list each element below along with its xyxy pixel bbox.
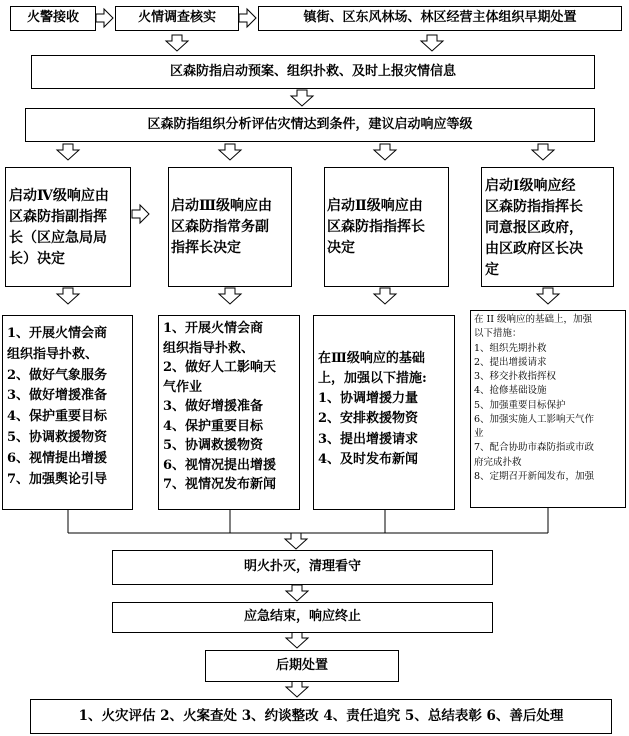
fire-alarm-receive-box bbox=[10, 6, 96, 31]
level-1-box bbox=[481, 167, 614, 287]
down-arrow-icon bbox=[166, 35, 188, 51]
measure-list: 在 II 级响应的基础上，加强 以下措施： 1、组织先期扑救 2、提出增援请求 3、移交扑救指挥权 4、抢修基础设施 5、加强重要目标保护 6、加强实施人工影响天气作 业 7、配合协助市森防指或市政 府完成扑救 8、定期召开新闻发布，加强 bbox=[474, 314, 595, 482]
early-response-box bbox=[258, 6, 622, 31]
down-arrow-icon bbox=[286, 632, 308, 648]
box-label: 镇街、区东风林场、林区经营主体组织早期处置 bbox=[303, 10, 577, 26]
box-label: 1、火灾评估 2、火案查处 3、约谈整改 4、责任追究 5、总结表彰 6、善后处理 bbox=[78, 707, 564, 724]
down-arrow-icon bbox=[374, 144, 396, 160]
extinguish-box bbox=[112, 550, 493, 585]
box-label: 启动Ⅲ级响应由 区森防指常务副 指挥长决定 bbox=[171, 198, 273, 256]
down-arrow-icon bbox=[291, 90, 313, 106]
fire-investigation-box bbox=[115, 6, 239, 31]
right-arrow-icon bbox=[132, 205, 149, 223]
down-arrow-icon bbox=[532, 144, 554, 160]
box-label: 应急结束，响应终止 bbox=[243, 609, 361, 625]
level-1-measures-box bbox=[470, 310, 626, 508]
down-arrow-icon bbox=[57, 144, 79, 160]
down-arrow-icon bbox=[285, 533, 307, 549]
down-arrow-icon bbox=[537, 288, 559, 304]
box-label: 启动Ⅱ级响应由 区森防指指挥长 决定 bbox=[327, 198, 425, 256]
measure-list: 1、开展火情会商 组织指导扑救、 2、做好人工影响天 气作业 3、做好增援准备 4、保护重要目标 5、协调救援物资 6、视情况提出增援 7、视情况发布新闻 bbox=[163, 321, 277, 492]
box-label: 启动Ⅰ级响应经 区森防指指挥长 同意报区政府， 由区政府区长决 定 bbox=[485, 178, 583, 278]
box-label: 区森防指启动预案、组织扑救、及时上报灾情信息 bbox=[169, 63, 456, 79]
down-arrow-icon bbox=[374, 288, 396, 304]
final-actions-box bbox=[30, 699, 612, 734]
box-label: 区森防指组织分析评估灾情达到条件，建议启动响应等级 bbox=[147, 116, 473, 132]
down-arrow-icon bbox=[421, 35, 443, 51]
level-2-box bbox=[324, 167, 449, 287]
down-arrow-icon bbox=[57, 288, 79, 304]
merge-lines bbox=[68, 508, 548, 533]
level-3-box bbox=[168, 167, 292, 287]
box-label: 启动Ⅳ级响应由 区森防指副指挥 长（区应急局局 长）决定 bbox=[9, 188, 109, 267]
plan-activation-box bbox=[31, 55, 595, 89]
emergency-end-box bbox=[112, 602, 493, 633]
level-2-measures-box bbox=[313, 315, 455, 510]
right-arrow-icon bbox=[96, 9, 113, 27]
level-4-box bbox=[5, 167, 131, 287]
level-4-measures-box bbox=[2, 315, 133, 510]
box-label: 火情调查核实 bbox=[137, 10, 216, 26]
level-3-measures-box bbox=[158, 315, 300, 510]
right-arrow-icon bbox=[239, 9, 256, 27]
down-arrow-icon bbox=[219, 288, 241, 304]
measure-list: 1、开展火情会商 组织指导扑救、 2、做好气象服务 3、做好增援准备 4、保护重要目标 5、协调救援物资 6、视情提出增援 7、加强舆论引导 bbox=[7, 326, 108, 487]
assessment-box bbox=[25, 108, 595, 142]
box-label: 明火扑灭，清理看守 bbox=[243, 559, 361, 575]
box-label: 后期处置 bbox=[275, 657, 328, 673]
post-disposal-box bbox=[205, 650, 399, 682]
down-arrow-icon bbox=[286, 681, 308, 697]
down-arrow-icon bbox=[286, 585, 308, 601]
box-label: 火警接收 bbox=[26, 10, 79, 26]
down-arrow-icon bbox=[219, 144, 241, 160]
measure-list: 在Ⅲ级响应的基础 上，加强以下措施: 1、协调增援力量 2、安排救援物资 3、提出增援请求 4、及时发布新闻 bbox=[318, 351, 427, 467]
